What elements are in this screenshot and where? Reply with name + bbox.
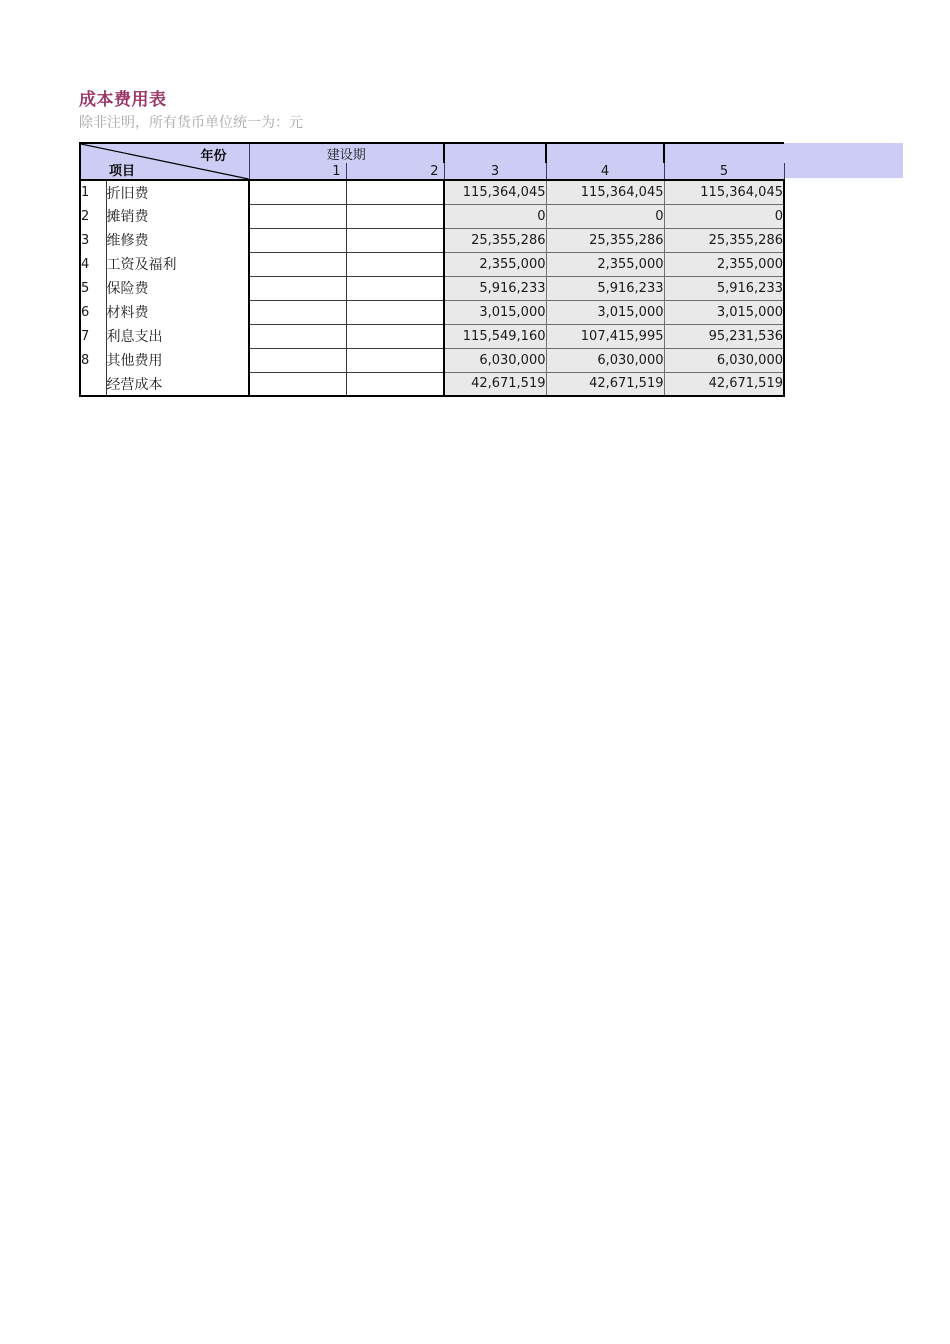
- row-item-label: 经营成本: [106, 372, 249, 396]
- cell-year-4[interactable]: 115,364,045: [546, 180, 664, 204]
- corner-year-label: 年份: [200, 149, 227, 164]
- cost-expense-table-wrapper: [79, 142, 785, 397]
- table-row: [80, 204, 784, 228]
- cell-year-2[interactable]: [346, 324, 444, 348]
- column-header-year-5: 5: [664, 163, 784, 180]
- cell-year-3[interactable]: 2,355,000: [444, 252, 546, 276]
- group-header-operating-blank-3: [664, 143, 784, 163]
- cell-year-1[interactable]: [249, 228, 346, 252]
- column-header-year-4: 4: [546, 163, 664, 180]
- cell-year-1[interactable]: [249, 276, 346, 300]
- cell-year-5[interactable]: 115,364,045: [664, 180, 784, 204]
- column-header-year-3: 3: [444, 163, 546, 180]
- row-number: 7: [80, 324, 106, 348]
- row-number: 3: [80, 228, 106, 252]
- cell-year-4[interactable]: 2,355,000: [546, 252, 664, 276]
- cell-year-4[interactable]: 6,030,000: [546, 348, 664, 372]
- row-item-label: 保险费: [106, 276, 249, 300]
- cell-year-3[interactable]: 42,671,519: [444, 372, 546, 396]
- group-header-operating-blank-2: [546, 143, 664, 163]
- cell-year-4[interactable]: 3,015,000: [546, 300, 664, 324]
- cell-year-1[interactable]: [249, 348, 346, 372]
- cell-year-5[interactable]: 42,671,519: [664, 372, 784, 396]
- row-item-label: 维修费: [106, 228, 249, 252]
- cell-year-2[interactable]: [346, 180, 444, 204]
- table-row: [80, 372, 784, 396]
- row-item-label: 工资及福利: [106, 252, 249, 276]
- cell-year-2[interactable]: [346, 252, 444, 276]
- cell-year-5[interactable]: 95,231,536: [664, 324, 784, 348]
- column-header-year-2: 2: [346, 163, 444, 180]
- cell-year-1[interactable]: [249, 372, 346, 396]
- table-row: [80, 252, 784, 276]
- cell-year-2[interactable]: [346, 228, 444, 252]
- cell-year-5[interactable]: 25,355,286: [664, 228, 784, 252]
- cell-year-2[interactable]: [346, 348, 444, 372]
- cell-year-2[interactable]: [346, 204, 444, 228]
- cell-year-3[interactable]: 115,364,045: [444, 180, 546, 204]
- cell-year-3[interactable]: 6,030,000: [444, 348, 546, 372]
- table-row: [80, 180, 784, 204]
- cell-year-1[interactable]: [249, 180, 346, 204]
- cell-year-5[interactable]: 5,916,233: [664, 276, 784, 300]
- row-number: 6: [80, 300, 106, 324]
- cell-year-4[interactable]: 25,355,286: [546, 228, 664, 252]
- cell-year-5[interactable]: 3,015,000: [664, 300, 784, 324]
- row-item-label: 材料费: [106, 300, 249, 324]
- row-item-label: 利息支出: [106, 324, 249, 348]
- row-number: 5: [80, 276, 106, 300]
- group-header-operating-blank: [444, 143, 546, 163]
- cell-year-3[interactable]: 25,355,286: [444, 228, 546, 252]
- cell-year-4[interactable]: 0: [546, 204, 664, 228]
- cell-year-1[interactable]: [249, 252, 346, 276]
- row-item-label: 折旧费: [106, 180, 249, 204]
- cell-year-3[interactable]: 3,015,000: [444, 300, 546, 324]
- row-item-label: 摊销费: [106, 204, 249, 228]
- cell-year-4[interactable]: 107,415,995: [546, 324, 664, 348]
- row-item-label: 其他费用: [106, 348, 249, 372]
- cell-year-3[interactable]: 0: [444, 204, 546, 228]
- cost-expense-table: [79, 142, 785, 397]
- page-title: 成本费用表: [79, 90, 167, 110]
- cell-year-1[interactable]: [249, 204, 346, 228]
- group-header-construction-period: 建设期: [249, 143, 444, 163]
- currency-note: 除非注明，所有货币单位统一为：元: [79, 115, 303, 131]
- cell-year-4[interactable]: 42,671,519: [546, 372, 664, 396]
- row-number: [80, 372, 106, 396]
- table-header-row-1: [80, 143, 784, 163]
- row-number: 8: [80, 348, 106, 372]
- row-number: 4: [80, 252, 106, 276]
- column-header-year-1: 1: [249, 163, 346, 180]
- table-row: [80, 228, 784, 252]
- corner-item-label: 项目: [109, 164, 136, 179]
- cell-year-3[interactable]: 115,549,160: [444, 324, 546, 348]
- table-row: [80, 276, 784, 300]
- cell-year-5[interactable]: 6,030,000: [664, 348, 784, 372]
- cell-year-2[interactable]: [346, 300, 444, 324]
- table-row: [80, 324, 784, 348]
- cell-year-1[interactable]: [249, 324, 346, 348]
- cell-year-5[interactable]: 0: [664, 204, 784, 228]
- corner-diagonal-header: [80, 143, 249, 180]
- cell-year-4[interactable]: 5,916,233: [546, 276, 664, 300]
- cell-year-3[interactable]: 5,916,233: [444, 276, 546, 300]
- cell-year-5[interactable]: 2,355,000: [664, 252, 784, 276]
- row-number: 1: [80, 180, 106, 204]
- cell-year-2[interactable]: [346, 276, 444, 300]
- table-body: [80, 180, 784, 396]
- table-row: [80, 300, 784, 324]
- cell-year-1[interactable]: [249, 300, 346, 324]
- table-row: [80, 348, 784, 372]
- row-number: 2: [80, 204, 106, 228]
- cell-year-2[interactable]: [346, 372, 444, 396]
